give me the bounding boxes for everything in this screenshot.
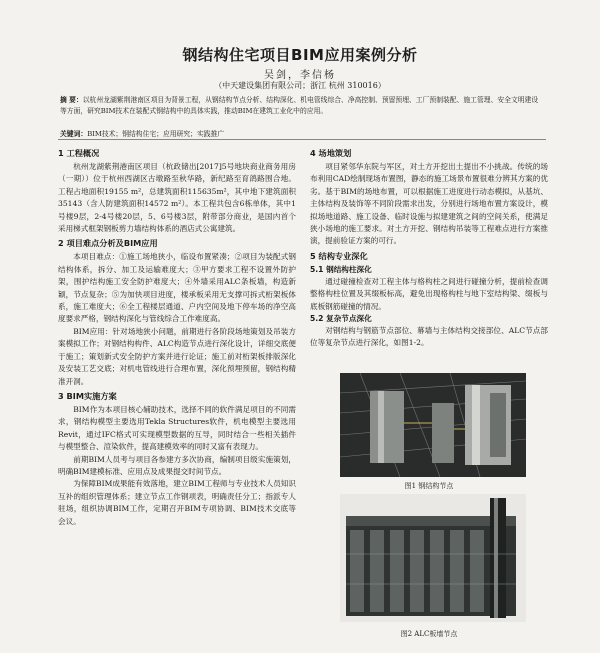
section-3-paragraph-1: BIM作为本项目核心辅助技术，选择不同的软件满足项目的不同需求，钢结构模型主要选用Tekla Structures软件，机电模型主要选用Revit，通过IFC格式可实现模型数据的互导，同时结合一些相关插件与模型整合、渲染软件，提高建模效率的同时又富有表现力。 <box>58 404 296 452</box>
keywords-text: BIM技术；钢结构住宅；应用研究；实践推广 <box>87 130 225 138</box>
section-2-paragraph-1: 本项目难点：①施工场地狭小，临设布置紧凑；②项目为装配式钢结构体系，拆分、加工及运输难度大；③甲方要求工程不设置外防护架，围护结构施工安全防护难度大；④外墙采用ALC条板墙，构造新颖，节点复杂；⑤为加快项目进度，楼承板采用无支撑可拆式桁架板体系，施工难度大；⑥全工程楼层通道、户内空间及地下停车场的净空高度要求严格，钢结构深化与管线综合工作难度高。 <box>58 252 296 324</box>
section-4-paragraph: 项目紧邻华东院与军区，对土方开挖出土提出不小挑战。传统的场布利用CAD绘制现场布置图，静态的施工场景布置很难分辨其方案的优劣。基于BIM的场地布置，可以根据施工进度进行动态模拟，从基坑、主体结构及装饰等不同阶段需求出发，分别进行场地布置方案设计，模拟场地道路、施工设备、临时设施与拟建建筑之间的空间关系，使满足狭小场地的施工要求。对土方开挖、钢结构吊装等工程难点进行方案推演，提前验证方案的可行。 <box>310 162 548 246</box>
figure-2-illustration <box>340 494 526 622</box>
right-column <box>310 145 548 350</box>
header-divider <box>58 139 546 140</box>
paper-title: 钢结构住宅项目BIM应用案例分析 <box>182 46 418 64</box>
section-5-heading: 5 结构专业深化 <box>310 250 368 261</box>
abstract <box>60 95 544 117</box>
keywords-label: 关键词： <box>60 130 88 138</box>
left-column <box>58 145 296 528</box>
section-2-heading: 2 项目难点分析及BIM应用 <box>58 238 158 249</box>
section-5-1-paragraph: 通过碰撞检查对工程主体与格构柱之间进行碰撞分析，提前检查调整格构柱位置及其缀板标高，避免出现格构柱与地下室结构梁、缀板与底板钢筋碰撞的情况。 <box>310 276 548 311</box>
abstract-text: 以杭州龙湖紫荆港南区项目为背景工程，从钢结构节点分析、结构深化、机电管线综合、净高控制、预留预埋、工厂预制装配、施工管理、安全文明建设等方面，研究BIM技术在装配式钢结构中的具体实践，推动BIM在建筑工业化中的应用。 <box>60 96 539 115</box>
section-5-2-heading: 5.2 复杂节点深化 <box>310 314 372 324</box>
figure-2-alc-wall-node <box>340 494 526 622</box>
section-2-paragraph-2: BIM应用：针对场地狭小问题，前期进行各阶段场地策划及吊装方案模拟工作；对钢结构构件、ALC构造节点进行深化设计，详细交底便于施工；策划新式安全防护方案并进行论证；施工前对桁架板排版深化及安装工艺交底；对机电管线进行合理布置，深化预埋预留，钢结构精准开洞。 <box>58 326 296 386</box>
abstract-label: 摘 要： <box>60 96 83 104</box>
section-3-paragraph-2: 前期BIM人员考与项目各参建方多次协商，编制项目级实施策划，明确BIM建模标准、应用点及成果提交时间节点。 <box>58 454 296 476</box>
section-4-heading: 4 场地策划 <box>310 148 352 158</box>
section-1-paragraph: 杭州龙湖紫荆港南区项目（杭政储出[2017]5号地块商业商务用房（一期））位于杭州西湖区古墩路至秋华路，新纪路至育鸽路围合地。工程占地面积19155 m²，总建筑面积115635m²，其中地下建筑面积35143（含人防建筑面积14572 m²）。本工程共包含6栋单体，其中1号楼9层，2-4号楼20层，5、6号楼3层，附带部分商业，是国内首个采用梯式框架钢板剪力墙结构体系的酒店式公寓建筑。 <box>58 162 296 234</box>
paper-affiliation: （中天建设集团有限公司；浙江 杭州 310016） <box>214 81 386 90</box>
section-3-heading: 3 BIM实施方案 <box>58 390 117 401</box>
section-5-1-heading: 5.1 钢结构柱深化 <box>310 264 372 274</box>
section-5-2-paragraph: 对钢结构与钢筋节点部位、幕墙与主体结构交接部位、ALC节点部位等复杂节点进行深化，如图1-2。 <box>310 326 548 348</box>
figure-2-caption: 图2 ALC板墙节点 <box>400 630 458 638</box>
section-3-paragraph-3: 为保障BIM成果能有效落地，建立BIM工程师与专业技术人员知识互补的组织管理体系；建立节点工作钢项表，明确责任分工；指派专人驻场，组织协调BIM工作，定期召开BIM专项协调、BIM技术交底等会议。 <box>58 479 296 526</box>
keywords <box>60 129 544 139</box>
figure-1-steel-node <box>340 373 526 477</box>
paper-authors: 吴剑，李信杨 <box>264 70 336 81</box>
figure-1-illustration <box>340 373 526 477</box>
section-1-heading: 1 工程概况 <box>58 148 100 158</box>
figure-1-caption: 图1 钢结构节点 <box>404 482 454 490</box>
